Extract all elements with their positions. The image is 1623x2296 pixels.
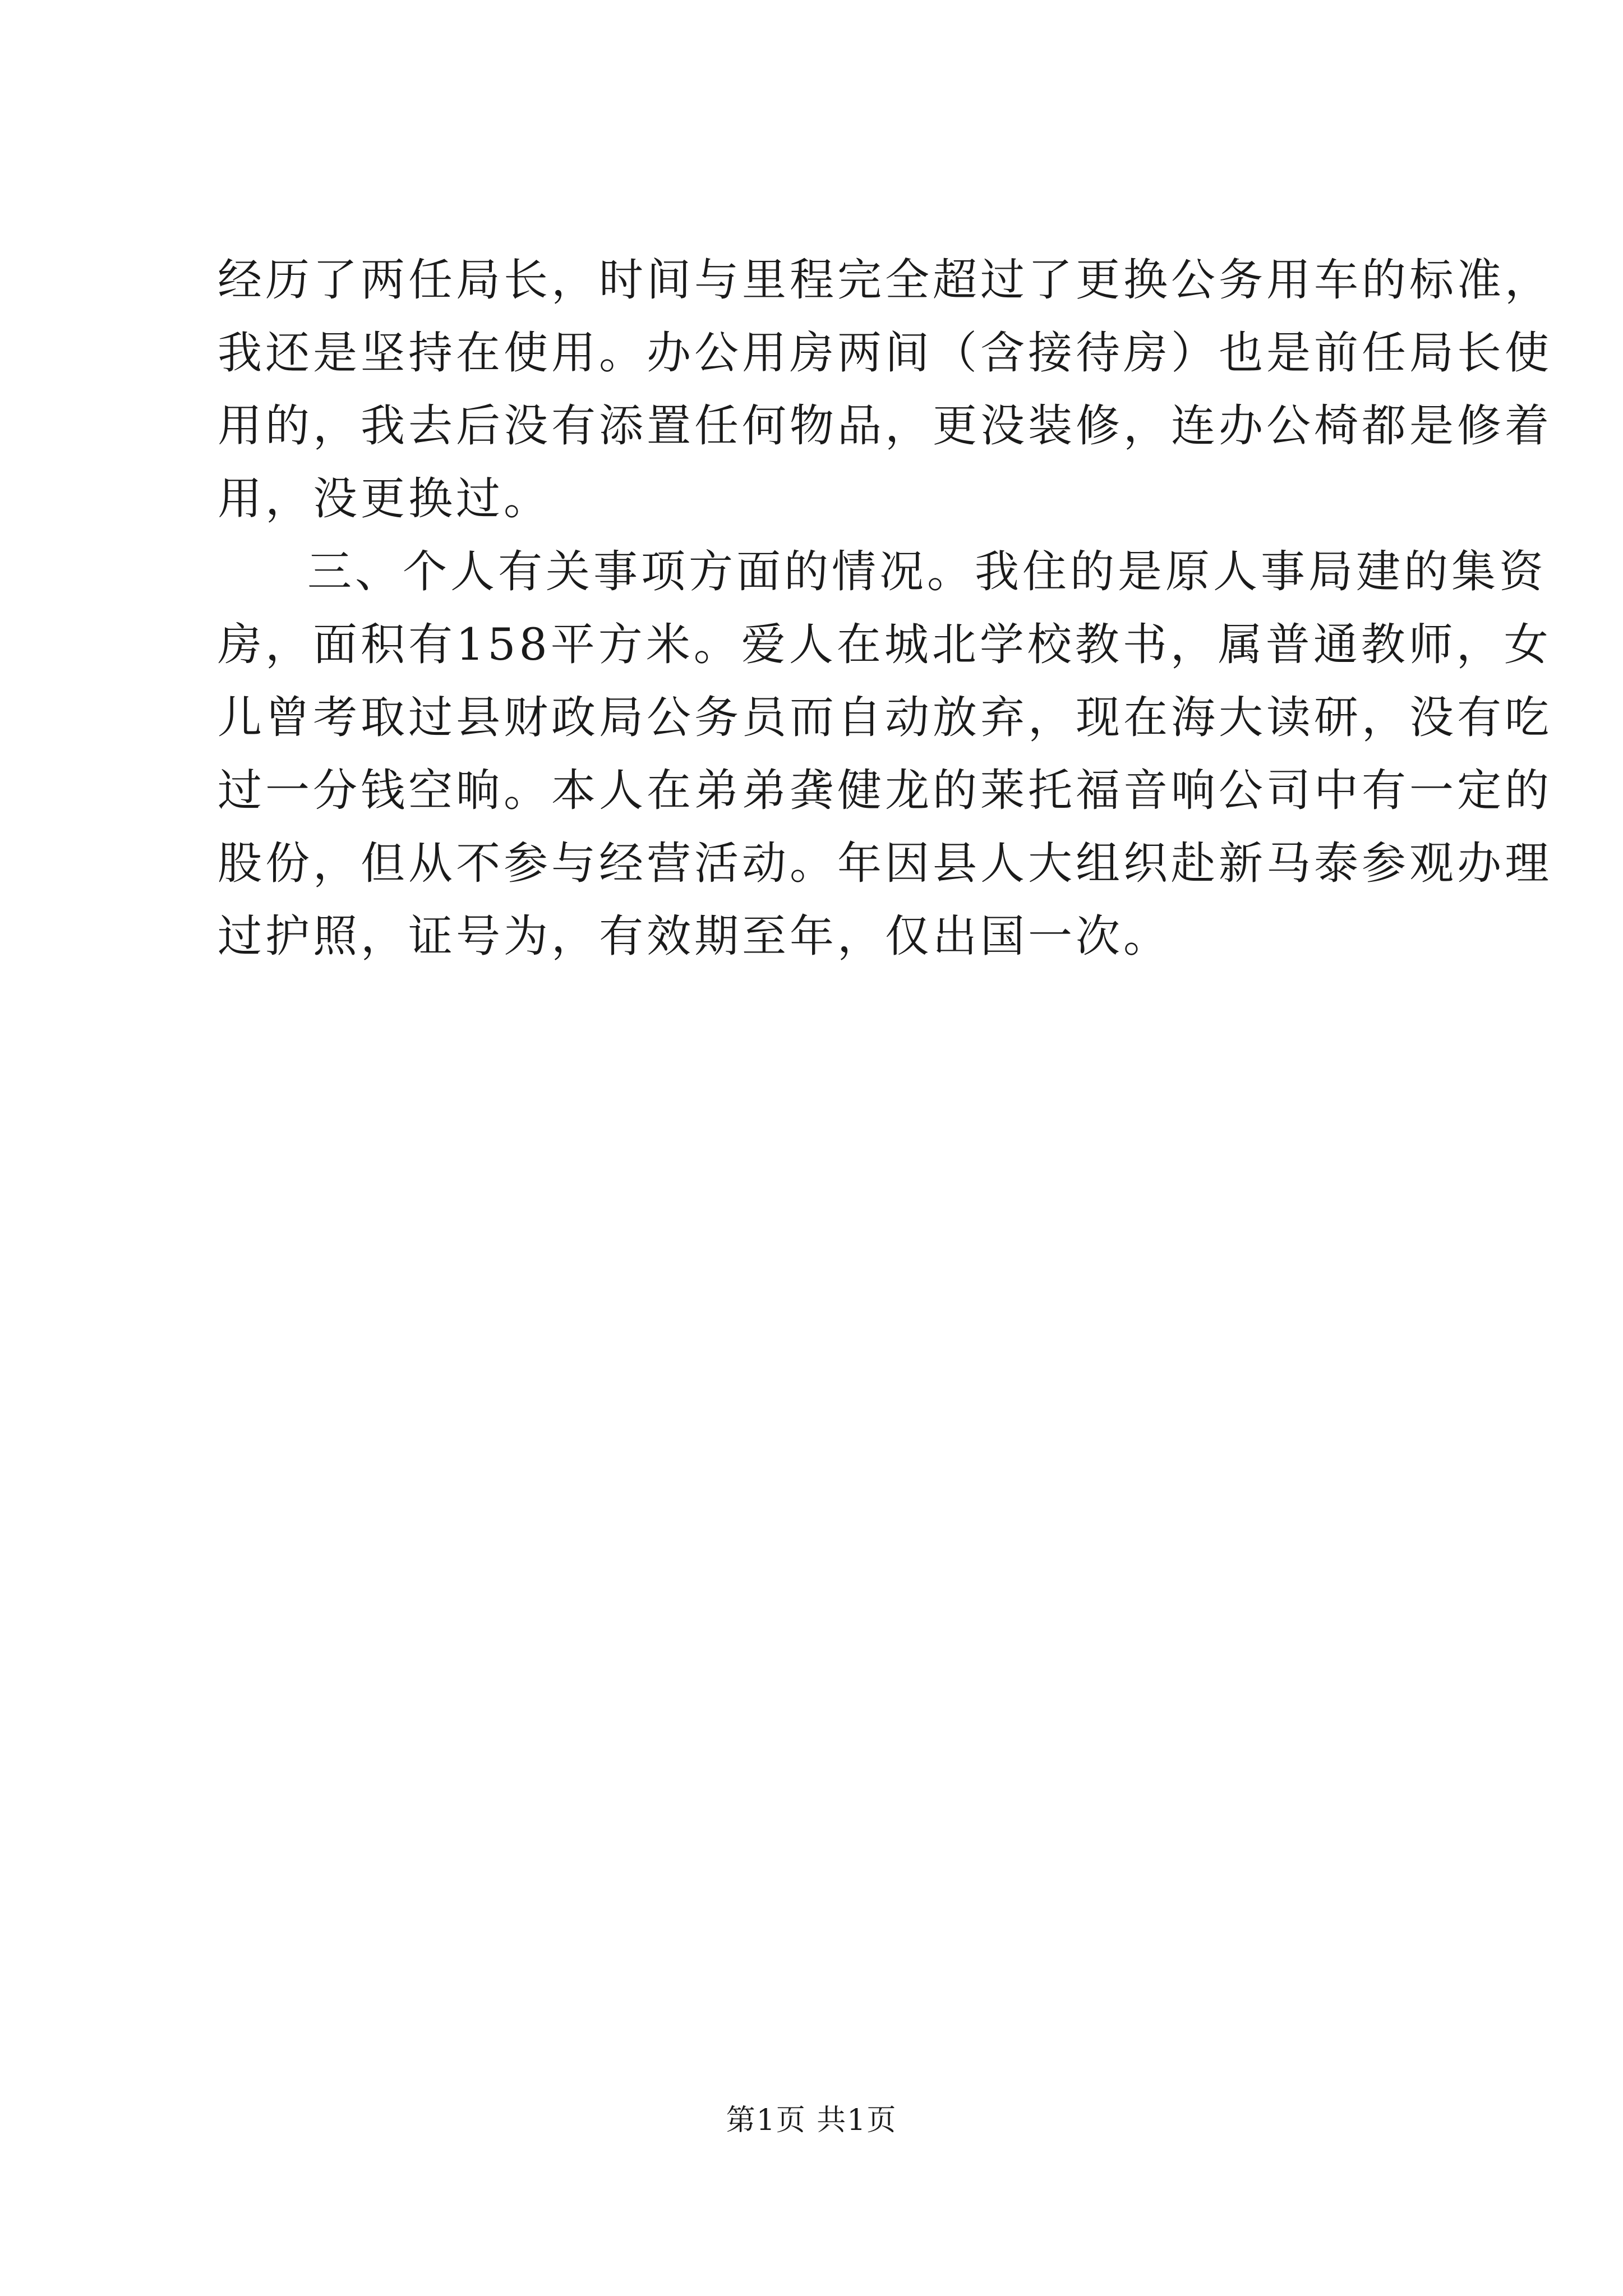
paragraph-personal-matters xyxy=(218,539,1552,969)
paragraph-line: 过护照，证号为，有效期至年，仅出国一次。 xyxy=(218,910,1171,962)
paragraph-line: 我还是坚持在使用。办公用房两间（含接待房）也是前任局长使 xyxy=(218,327,1552,379)
paragraph-office-resources xyxy=(218,247,1552,532)
paragraph-line: 用，没更换过。 xyxy=(218,473,551,524)
paragraph-line: 儿曾考取过县财政局公务员而自动放弃，现在海大读研，没有吃 xyxy=(218,692,1552,743)
page-number-footer: 第1页 共1页 xyxy=(726,2104,897,2137)
paragraph-line: 经历了两任局长，时间与里程完全超过了更换公务用车的标准， xyxy=(218,254,1552,306)
paragraph-line: 股份，但从不参与经营活动。年因县人大组织赴新马泰参观办理 xyxy=(218,838,1552,889)
document-body xyxy=(218,247,1552,976)
paragraph-line: 房，面积有158平方米。爱人在城北学校教书，属普通教师，女 xyxy=(218,619,1552,670)
paragraph-line: 用的，我去后没有添置任何物品，更没装修，连办公椅都是修着 xyxy=(218,400,1552,452)
paragraph-line: 三、个人有关事项方面的情况。我住的是原人事局建的集资 xyxy=(307,546,1547,597)
paragraph-line: 过一分钱空晌。本人在弟弟龚健龙的莱托福音响公司中有一定的 xyxy=(218,765,1552,816)
